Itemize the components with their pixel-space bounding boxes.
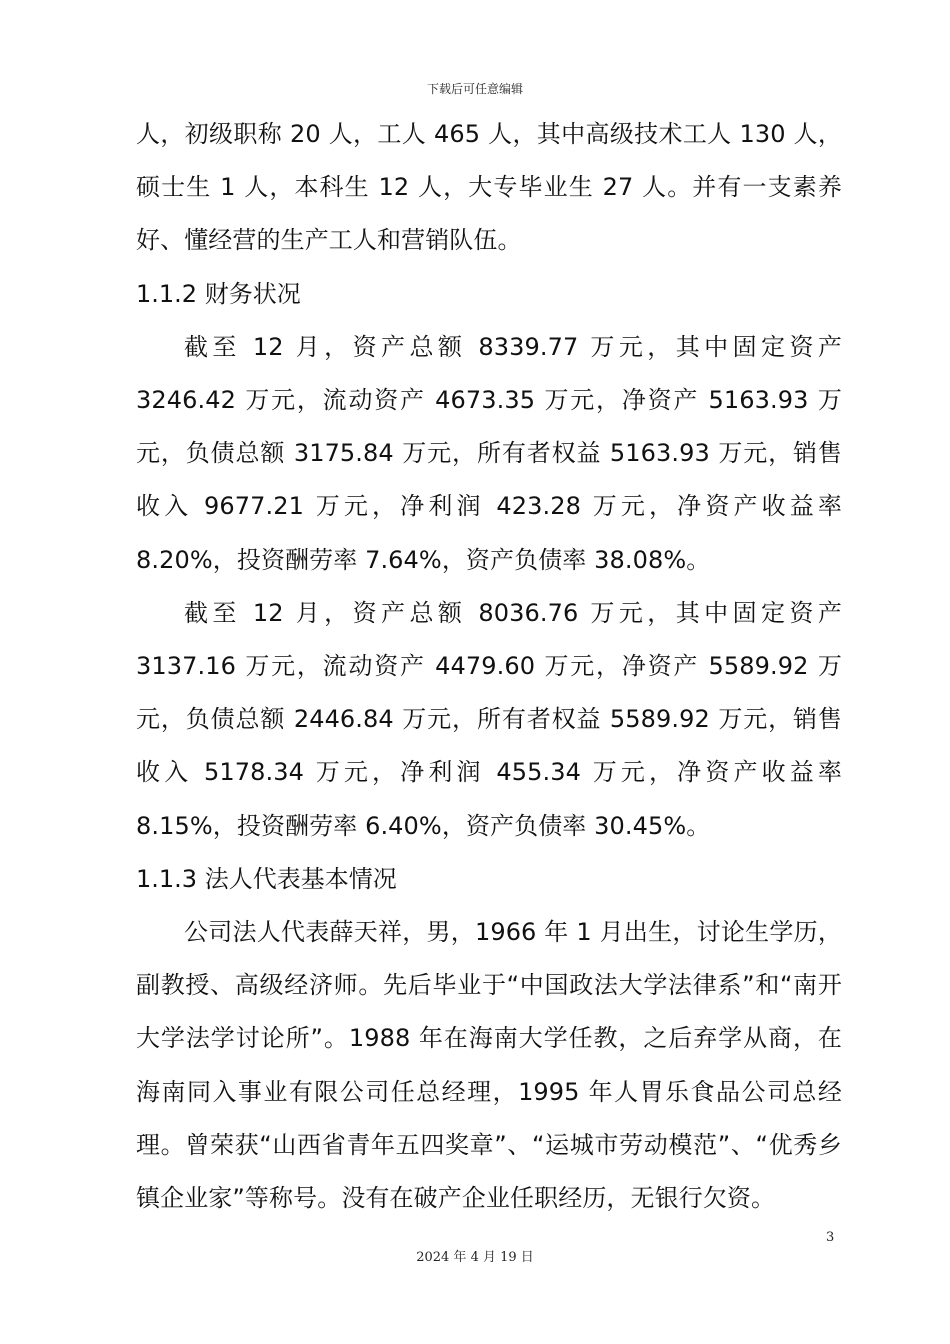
paragraph-finance-1: 截至 12 月，资产总额 8339.77 万元，其中固定资产 3246.42 万元，流动资产 4673.35 万元，净资产 5163.93 万元，负债总额 3175.84 万元，所有者权益 5163.93 万元，销售收入 9677.21 万元，净利润 423.28 万元，净资产收益率 8.20%，投资酬劳率 7.64%，资产负债率 38.08%。 [136, 332, 842, 574]
document-body [136, 108, 842, 1225]
paragraph-finance-2: 截至 12 月，资产总额 8036.76 万元，其中固定资产 3137.16 万元，流动资产 4479.60 万元，净资产 5589.92 万元，负债总额 2446.84 万元，所有者权益 5589.92 万元，销售收入 5178.34 万元，净利润 455.34 万元，净资产收益率 8.15%，投资酬劳率 6.40%，资产负债率 30.45%。 [136, 598, 842, 840]
page-header: 下载后可任意编辑 [426, 82, 523, 96]
page-number: 3 [826, 1230, 835, 1245]
section-heading-legal-representative: 1.1.3 法人代表基本情况 [136, 864, 397, 893]
footer-date: 2024 年 4 月 19 日 [416, 1250, 534, 1265]
paragraph-legal-representative: 公司法人代表薛天祥，男，1966 年 1 月出生，讨论生学历，副教授、高级经济师。先后毕业于“中国政法大学法律系”和“南开大学法学讨论所”。1988 年在海南大学任教，之后弃学从商，在海南同入事业有限公司任总经理，1995 年人胃乐食品公司总经理。曾荣获“山西省青年五四奖章”、“运城市劳动模范”、“优秀乡镇企业家”等称号。没有在破产企业任职经历，无银行欠资。 [136, 918, 842, 1213]
section-heading-finance: 1.1.2 财务状况 [136, 279, 301, 308]
paragraph-staff-continued: 人，初级职称 20 人，工人 465 人，其中高级技术工人 130 人，硕士生 1 人，本科生 12 人，大专毕业生 27 人。并有一支素养好、懂经营的生产工人和营销队伍。 [136, 120, 842, 255]
